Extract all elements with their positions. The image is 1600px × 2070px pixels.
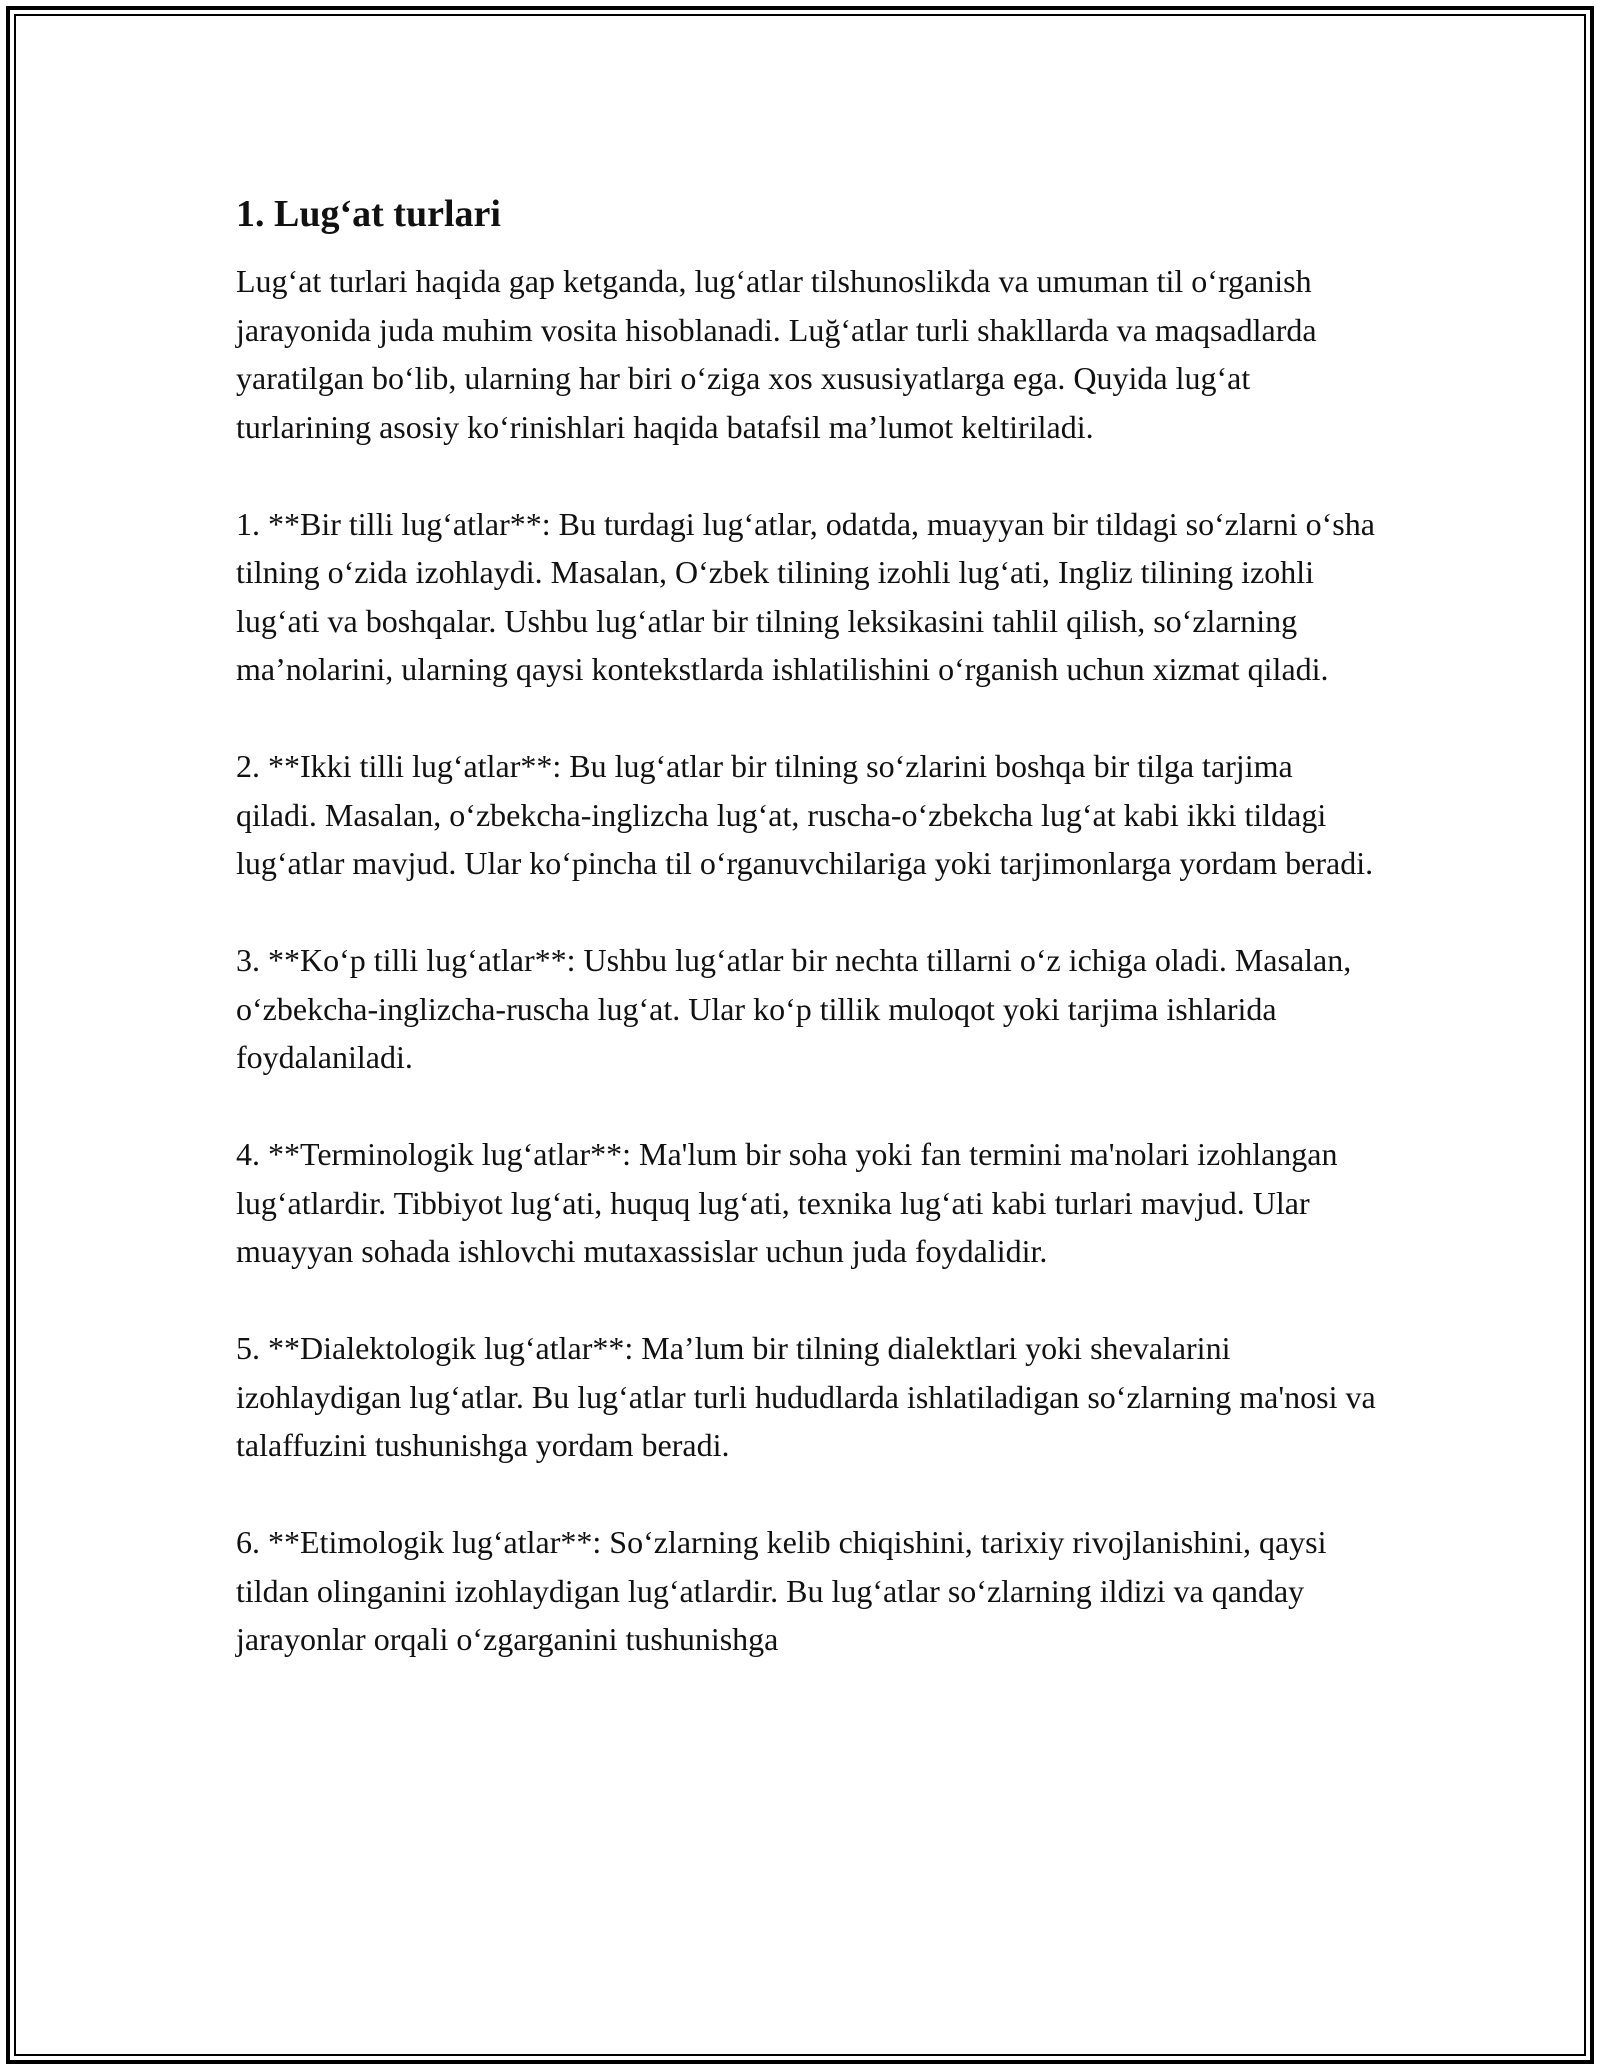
paragraph-terminological: 4. **Terminologik lug‘atlar**: Ma'lum bir soha yoki fan termini ma'nolari izohlangan lug‘atlardir. Tibbiyot lug‘ati, huquq lug‘ati, texnika lug‘ati kabi turlari mavjud. Ular muayyan sohada ishlovchi mutaxassislar uchun juda foydalidir. xyxy=(236,1136,1338,1269)
paragraph-multilingual: 3. **Ko‘p tilli lug‘atlar**: Ushbu lug‘atlar bir nechta tillarni o‘z ichiga oladi. Masalan, o‘zbekcha-inglizcha-ruscha lug‘at. Ular ko‘p tillik muloqot yoki tarjima ishlarida foydalaniladi. xyxy=(236,942,1352,1075)
paragraph-monolingual: 1. **Bir tilli lug‘atlar**: Bu turdagi lug‘atlar, odatda, muayyan bir tildagi so‘zlarni o‘sha tilning o‘zida izohlaydi. Masalan, O‘zbek tilining izohli lug‘ati, Ingliz tilining izohli lug‘ati va boshqalar. Ushbu lug‘atlar bir tilning leksikasini tahlil qilish, so‘zlarning ma’nolarini, ularning qaysi kontekstlarda ishlatilishini o‘rganish uchun xizmat qiladi. xyxy=(236,505,1375,687)
document-body xyxy=(236,188,1381,1712)
document-title: 1. Lug‘at turlari xyxy=(236,193,501,235)
paragraph-intro: Lug‘at turlari haqida gap ketganda, lug‘atlar tilshunoslikda va umuman til o‘rganish jarayonida juda muhim vosita hisoblanadi. Luğ‘atlar turli shakllarda va maqsadlarda yaratilgan bo‘lib, ularning har biri o‘ziga xos xususiyatlarga ega. Quyida lug‘at turlarining asosiy ko‘rinishlari haqida batafsil ma’lumot keltiriladi. xyxy=(236,263,1317,445)
paragraph-dialectological: 5. **Dialektologik lug‘atlar**: Ma’lum bir tilning dialektlari yoki shevalarini izohlaydigan lug‘atlar. Bu lug‘atlar turli hududlarda ishlatiladigan so‘zlarning ma'nosi va talaffuzini tushunishga yordam beradi. xyxy=(236,1330,1376,1463)
paragraph-etymological: 6. **Etimologik lug‘atlar**: So‘zlarning kelib chiqishini, tarixiy rivojlanishini, qaysi tildan olinganini izohlaydigan lug‘atlardir. Bu lug‘atlar so‘zlarning ildizi va qanday jarayonlar orqali o‘zgarganini tushunishga xyxy=(236,1524,1327,1657)
paragraph-bilingual: 2. **Ikki tilli lug‘atlar**: Bu lug‘atlar bir tilning so‘zlarini boshqa bir tilga tarjima qiladi. Masalan, o‘zbekcha-inglizcha lug‘at, ruscha-o‘zbekcha lug‘at kabi ikki tildagi lug‘atlar mavjud. Ular ko‘pincha til o‘rganuvchilariga yoki tarjimonlarga yordam beradi. xyxy=(236,748,1374,881)
